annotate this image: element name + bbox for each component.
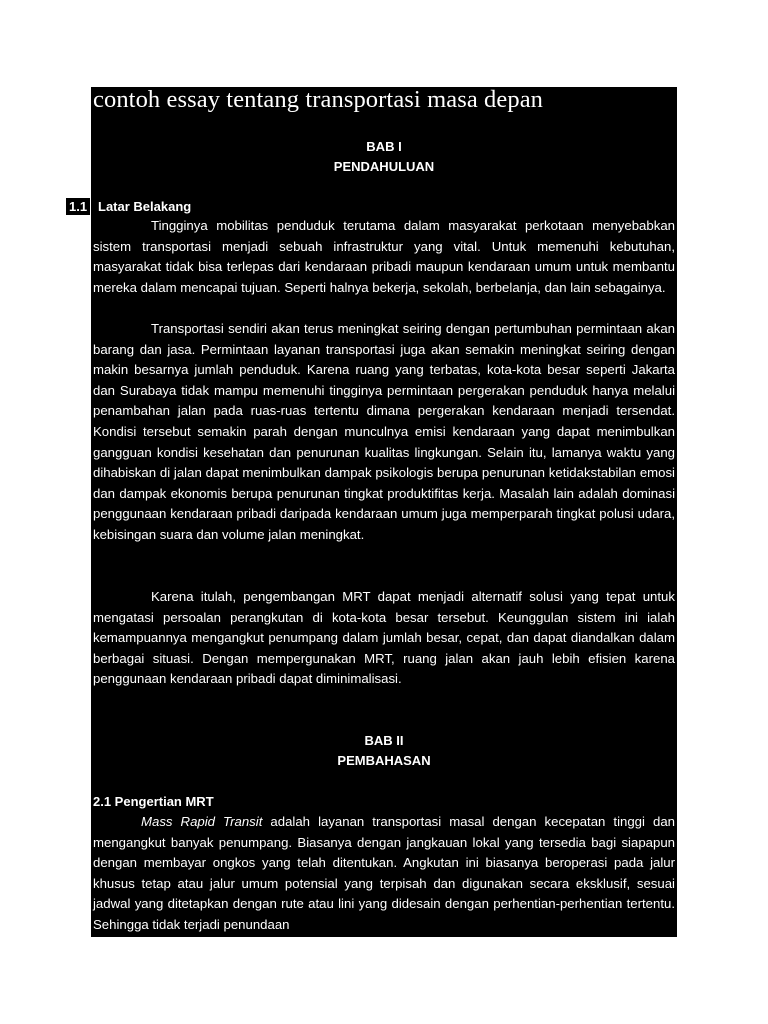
paragraph-4 — [93, 812, 675, 936]
paragraph-3 — [93, 587, 675, 690]
section-title: Latar Belakang — [98, 199, 192, 214]
paragraph-1-text: Tingginya mobilitas penduduk terutama dalam masyarakat perkotaan menyebabkan sistem transportasi menjadi sebuah infrastruktur yang vital. Untuk memenuhi kebutuhan, masyarakat tidak bisa terlepas dari kendaraan pribadi maupun kendaraan umum untuk membantu mereka dalam mencapai tujuan. Seperti halnya bekerja, sekolah, berbelanja, dan lain sebagainya. — [93, 218, 675, 295]
chapter-name: PEMBAHASAN — [337, 753, 431, 768]
section-heading: 2.1 Pengertian MRT — [93, 794, 214, 809]
paragraph-2 — [93, 319, 675, 546]
paragraph-1 — [93, 216, 675, 298]
section-number: 1.1 — [66, 198, 90, 215]
document-title: contoh essay tentang transportasi masa depan — [93, 86, 544, 113]
paragraph-2-text: Transportasi sendiri akan terus meningkat seiring dengan pertumbuhan permintaan akan barang dan jasa. Permintaan layanan transportasi juga akan semakin meningkat seiring dengan makin besarnya jumlah penduduk. Karena ruang yang terbatas, kota-kota besar seperti Jakarta dan Surabaya tidak mampu memenuhi tingginya permintaan pergerakan penduduk hanya melalui penambahan jalan pada ruas-ruas tertentu dimana pergerakan kendaraan menjadi tersendat. Kondisi tersebut semakin parah dengan munculnya emisi kendaraan yang dapat menimbulkan gangguan kondisi kesehatan dan penurunan kualitas lingkungan. Selain itu, lamanya waktu yang dihabiskan di jalan dapat menimbulkan dampak psikologis berupa penurunan ketidakstabilan emosi dan dampak ekonomis berupa penurunan tingkat produktifitas kerja. Masalah lain adalah dominasi penggunaan kendaraan pribadi daripada kendaraan umum juga memperparah tingkat polusi udara, kebisingan suara dan volume jalan meningkat. — [93, 321, 675, 542]
italic-term: Mass Rapid Transit — [141, 814, 263, 829]
paragraph-4-text: adalah layanan transportasi masal dengan kecepatan tinggi dan mengangkut banyak penumpang. Biasanya dengan jangkauan lokal yang tersedia bagi siapapun dengan membayar ongkos yang telah ditentukan. Angkutan ini biasanya beroperasi pada jalur khusus tetap atau jalur umum potensial yang terpisah dan digunakan secara eksklusif, sesuai jadwal yang ditetapkan dengan rute atau lini yang didesain dengan perhentian-perhentian tertentu. Sehingga tidak terjadi penundaan — [93, 814, 675, 932]
paragraph-3-text: Karena itulah, pengembangan MRT dapat menjadi alternatif solusi yang tepat untuk mengatasi persoalan perangkutan di kota-kota besar tersebut. Keunggulan sistem ini ialah kemampuannya mengangkut penumpang dalam jumlah besar, cepat, dan dapat diandalkan dalam berbagai situasi. Dengan mempergunakan MRT, ruang jalan akan jauh lebih efisien karena penggunaan kendaraan pribadi dapat diminimalisasi. — [93, 589, 675, 687]
chapter-label: BAB I — [366, 139, 402, 154]
chapter-name: PENDAHULUAN — [333, 159, 435, 174]
chapter-label: BAB II — [364, 733, 404, 748]
